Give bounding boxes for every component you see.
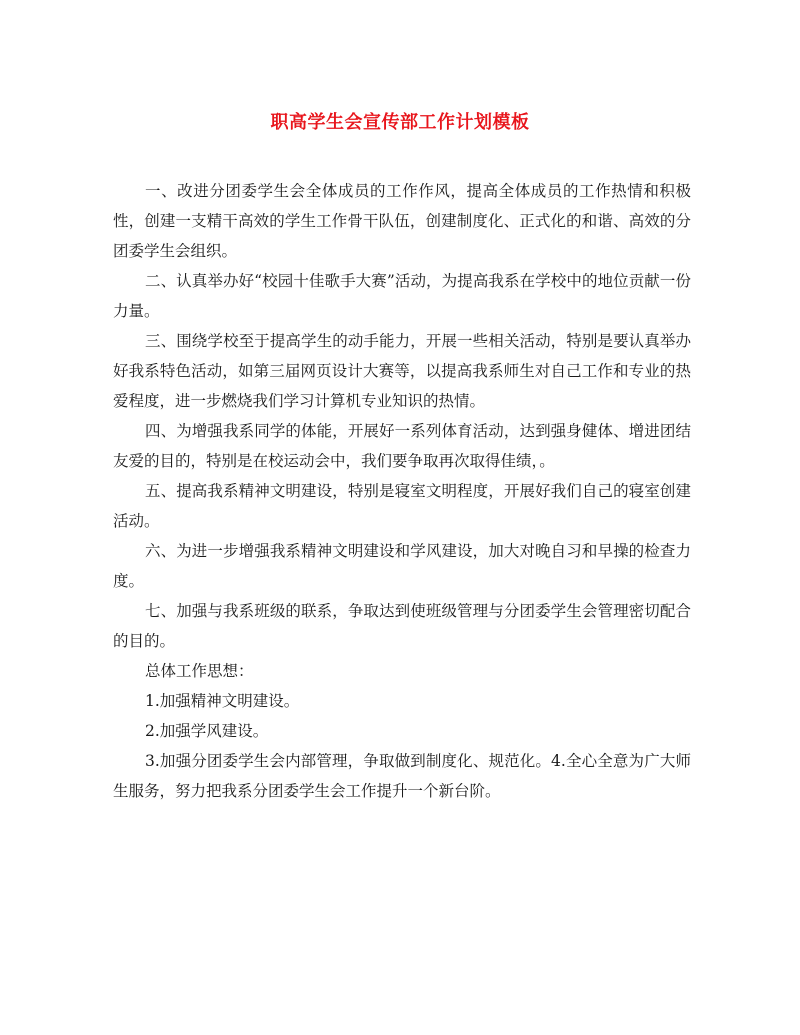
paragraph-1: 一、改进分团委学生会全体成员的工作作风，提高全体成员的工作热情和积极性，创建一支精干高效的学生工作骨干队伍，创建制度化、正式化的和谐、高效的分团委学生会组织。	[113, 182, 691, 260]
document-title: 职高学生会宣传部工作计划模板	[270, 112, 530, 133]
paragraph-6: 六、为进一步增强我系精神文明建设和学风建设，加大对晚自习和早操的检查力度。	[113, 542, 691, 590]
paragraph-5: 五、提高我系精神文明建设，特别是寝室文明程度，开展好我们自己的寝室创建活动。	[113, 482, 691, 530]
paragraph-3: 三、围绕学校至于提高学生的动手能力，开展一些相关活动，特别是要认真举办好我系特色活动，如第三届网页设计大赛等，以提高我系师生对自己工作和专业的热爱程度，进一步燃烧我们学习计算机专业知识的热情。	[113, 332, 691, 410]
paragraph-2: 二、认真举办好“校园十佳歌手大赛”活动，为提高我系在学校中的地位贡献一份力量。	[113, 272, 691, 320]
summary-item-3: 3.加强分团委学生会内部管理，争取做到制度化、规范化。4.全心全意为广大师生服务，努力把我系分团委学生会工作提升一个新台阶。	[113, 752, 691, 800]
paragraph-4: 四、为增强我系同学的体能，开展好一系列体育活动，达到强身健体、增进团结友爱的目的，特别是在校运动会中，我们要争取再次取得佳绩，。	[113, 422, 691, 470]
paragraph-7: 七、加强与我系班级的联系，争取达到使班级管理与分团委学生会管理密切配合的目的。	[113, 602, 691, 650]
summary-item-2: 2.加强学风建设。	[145, 722, 269, 740]
summary-item-1: 1.加强精神文明建设。	[145, 692, 300, 710]
summary-heading: 总体工作思想：	[145, 662, 254, 680]
document-body	[113, 176, 691, 806]
